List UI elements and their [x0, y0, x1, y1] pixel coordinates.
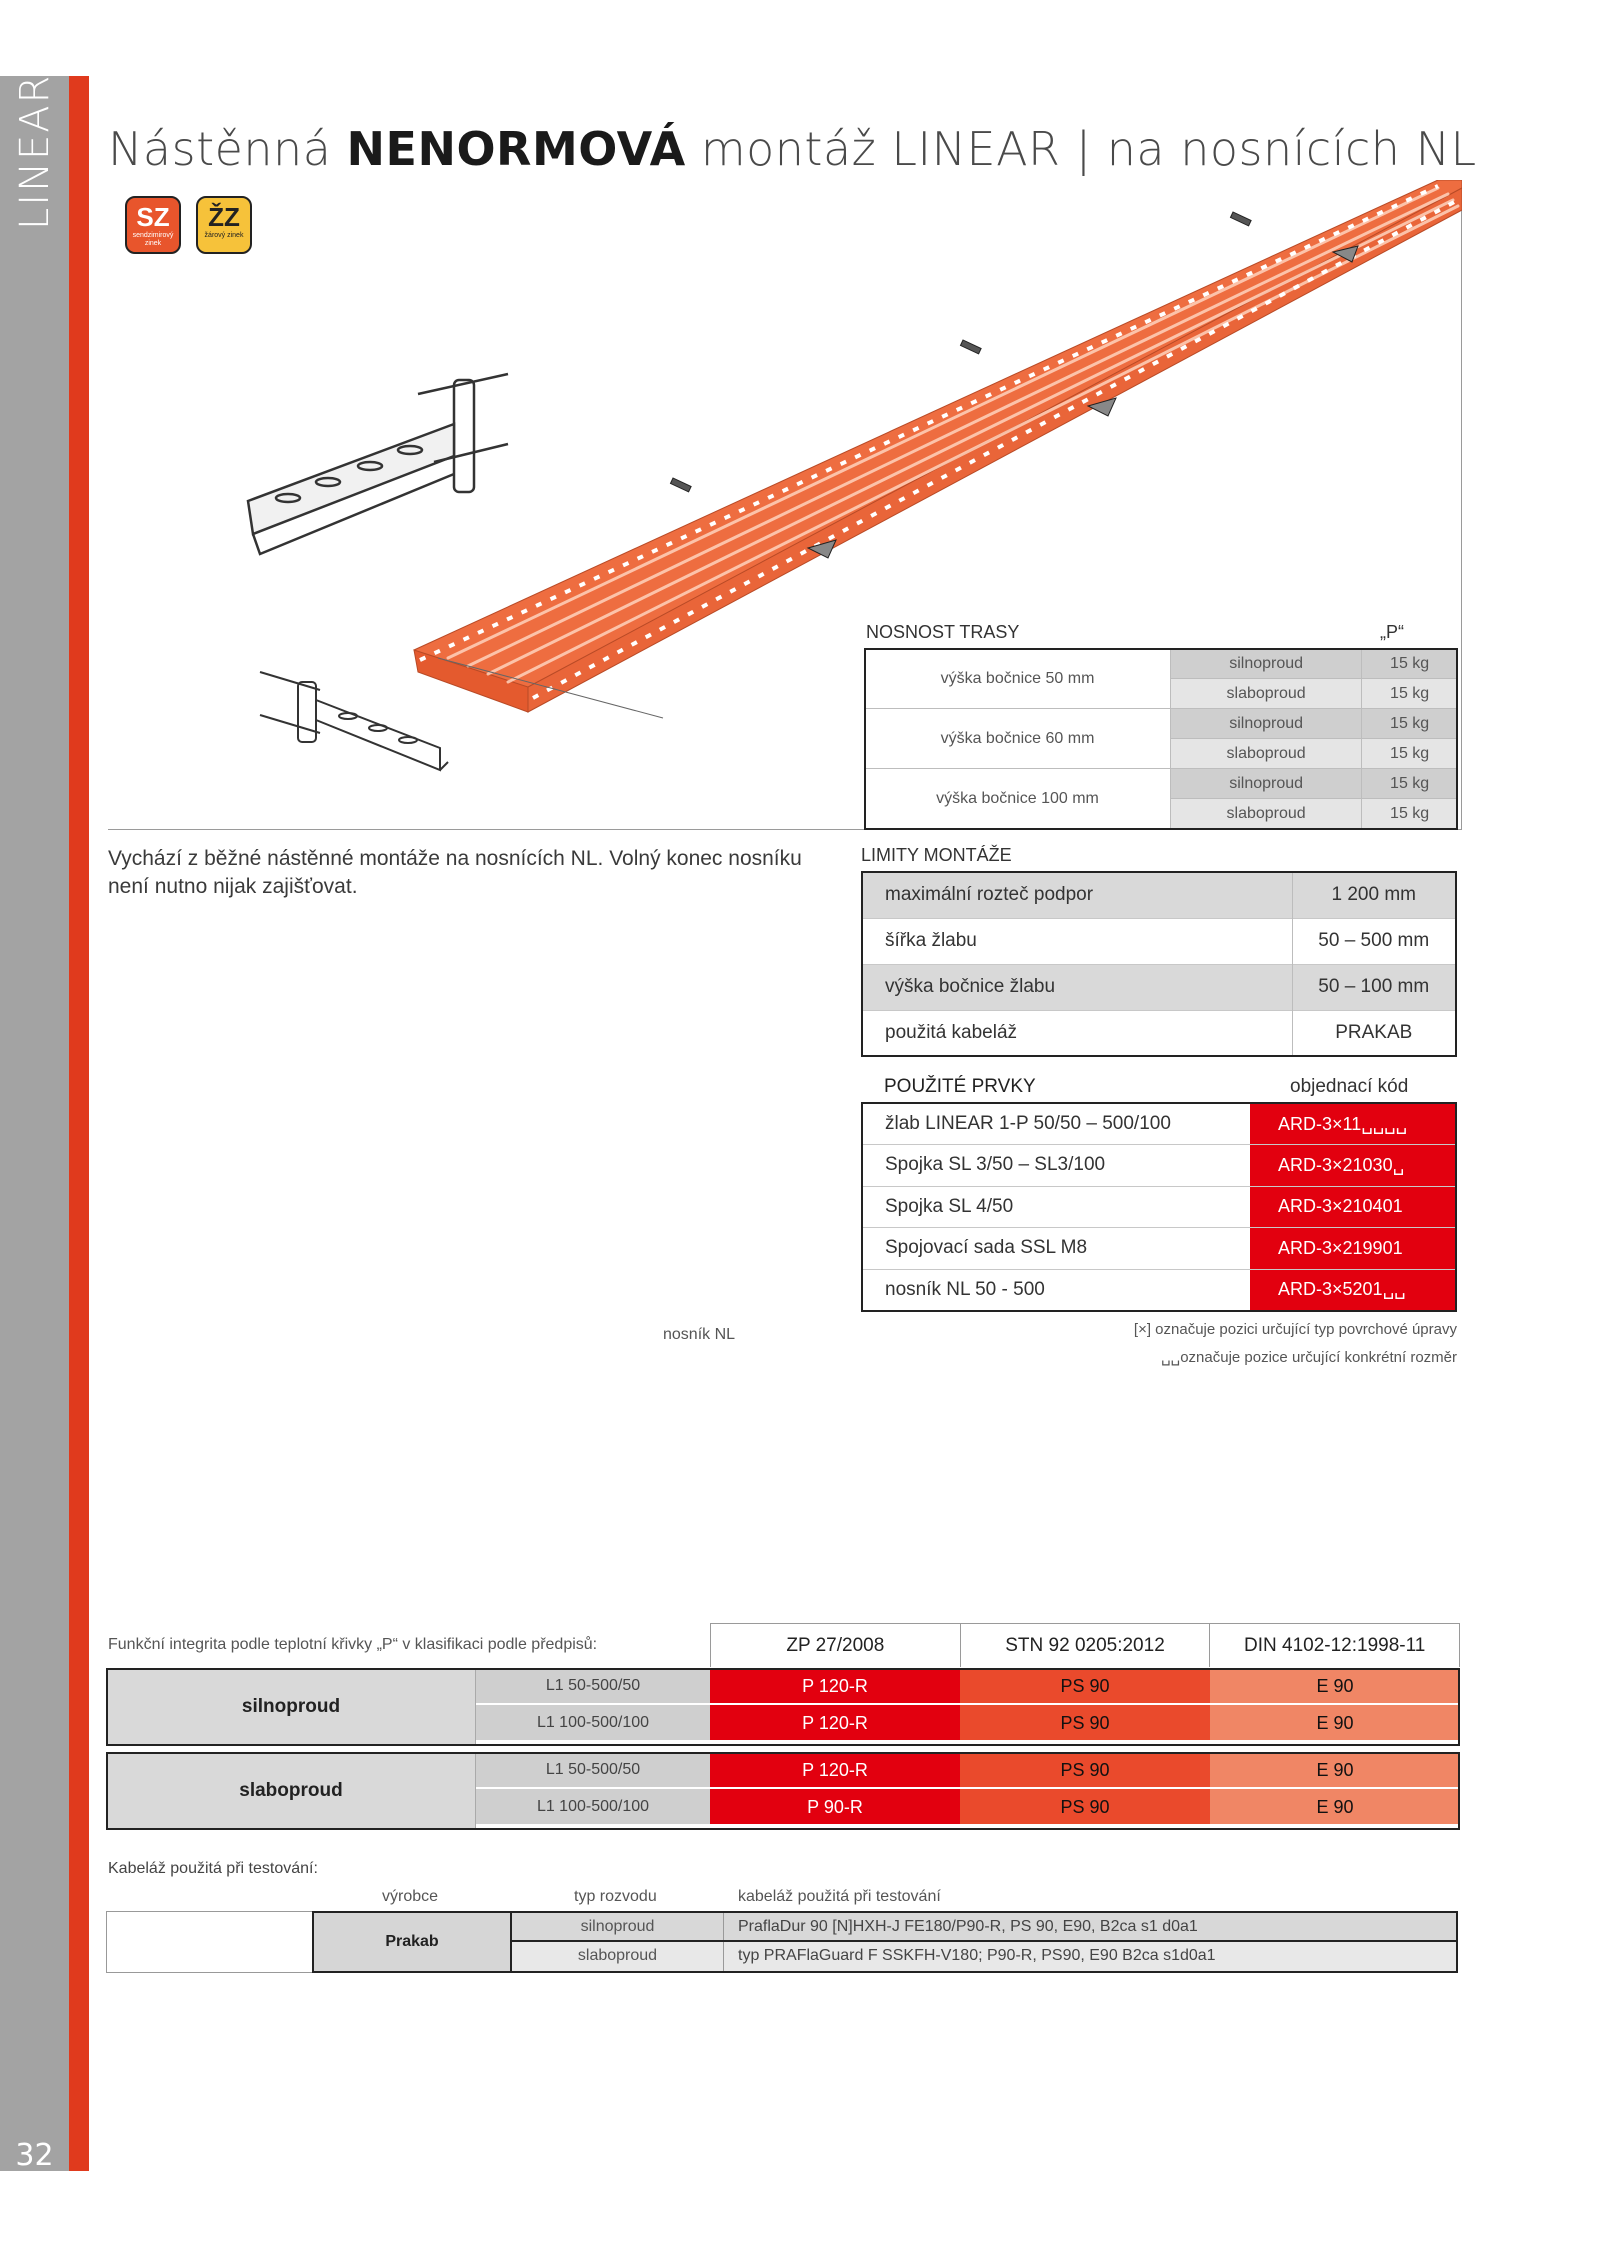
- table-row: [862, 872, 1456, 918]
- fi-value: E 90: [1210, 1668, 1460, 1704]
- section-label: [12, 184, 58, 230]
- order-code: ARD-3×219901: [1250, 1228, 1456, 1270]
- table-row: [862, 1145, 1456, 1187]
- badge-sub: žárový zinek: [204, 232, 244, 239]
- limit-label: šířka žlabu: [862, 918, 1292, 964]
- table-row: [865, 649, 1458, 679]
- limit-label: maximální rozteč podpor: [862, 872, 1292, 918]
- note-surface-code: [×] označuje pozici určující typ povrchové úpravy: [1133, 1321, 1457, 1338]
- table-row: [862, 964, 1456, 1010]
- group-label: výška bočnice 50 mm: [865, 649, 1171, 709]
- order-code: ARD-3×21030␣: [1250, 1145, 1456, 1187]
- description-text: Vychází z běžné nástěnné montáže na nosnících NL. Volný konec nosníku není nutno nijak zajišťovat.: [108, 847, 802, 898]
- fi-range: L1 50-500/50: [476, 1752, 710, 1788]
- table-row: [862, 1010, 1456, 1056]
- item-label: nosník NL 50 - 500: [862, 1269, 1250, 1311]
- kabelaz-col-typ: typ rozvodu: [574, 1888, 657, 1905]
- fi-value: PS 90: [960, 1789, 1210, 1825]
- sidebar-bar: [0, 76, 69, 2171]
- order-code: ARD-3×210401: [1250, 1186, 1456, 1228]
- title-part-1: Nástěnná: [108, 122, 347, 176]
- title-part-2: montáž LINEAR | na nosnících NL: [685, 122, 1477, 176]
- prvky-title: POUŽITÉ PRVKY: [884, 1076, 1036, 1097]
- type-cell: silnoproud: [1171, 709, 1362, 739]
- fi-value: E 90: [1210, 1789, 1460, 1825]
- table-row: [862, 918, 1456, 964]
- item-label: Spojovací sada SSL M8: [862, 1228, 1250, 1270]
- item-label: Spojka SL 4/50: [862, 1186, 1250, 1228]
- table-row: [512, 1942, 1458, 1973]
- group-label: výška bočnice 100 mm: [865, 769, 1171, 829]
- table-row: [862, 1269, 1456, 1311]
- fi-value: P 120-R: [710, 1668, 960, 1704]
- fi-range: L1 100-500/100: [476, 1705, 710, 1741]
- fi-value: PS 90: [960, 1668, 1210, 1704]
- value-cell: 15 kg: [1362, 709, 1458, 739]
- kabelaz-col-kabelaz: kabeláž použitá při testování: [738, 1888, 941, 1905]
- table-row: [865, 769, 1458, 799]
- fi-value: E 90: [1210, 1705, 1460, 1741]
- table-row: [862, 1228, 1456, 1270]
- group-label: výška bočnice 60 mm: [865, 709, 1171, 769]
- title-bold: NENORMOVÁ: [346, 122, 686, 176]
- fi-value: PS 90: [960, 1752, 1210, 1788]
- limity-title: LIMITY MONTÁŽE: [861, 845, 1012, 865]
- fi-value: P 120-R: [710, 1752, 960, 1788]
- badge-zz: [196, 196, 252, 254]
- badge-code: ŽZ: [208, 202, 240, 232]
- page-title: [108, 122, 1477, 176]
- value-cell: 15 kg: [1362, 769, 1458, 799]
- order-code: ARD-3×11␣␣␣␣: [1250, 1103, 1456, 1145]
- prvky-table: [861, 1102, 1457, 1312]
- fi-value: P 90-R: [710, 1789, 960, 1825]
- limit-value: 1 200 mm: [1292, 872, 1456, 918]
- kabelaz-caption: Kabeláž použitá při testování:: [108, 1860, 318, 1877]
- table-row: [862, 1186, 1456, 1228]
- type-cell: slaboproud: [1171, 739, 1362, 769]
- limit-value: 50 – 100 mm: [1292, 964, 1456, 1010]
- type-cell: silnoproud: [1171, 649, 1362, 679]
- callout-label: nosník NL: [663, 1326, 736, 1343]
- kabelaz-col-vyrobce: výrobce: [382, 1888, 439, 1905]
- kabelaz-type: silnoproud: [512, 1913, 724, 1940]
- nosnost-col-p: „P“: [1380, 622, 1404, 642]
- fi-block-silnoproud: [106, 1668, 1460, 1746]
- fi-range: L1 50-500/50: [476, 1668, 710, 1704]
- limit-label: použitá kabeláž: [862, 1010, 1292, 1056]
- limit-label: výška bočnice žlabu: [862, 964, 1292, 1010]
- standard-stn: STN 92 0205:2012: [961, 1624, 1211, 1667]
- fi-block-slaboproud: [106, 1752, 1460, 1830]
- value-cell: 15 kg: [1362, 649, 1458, 679]
- large-bracket-drawing: [248, 374, 508, 554]
- limit-value: 50 – 500 mm: [1292, 918, 1456, 964]
- badge-sub: sendzimirový zinek: [132, 232, 174, 247]
- kabelaz-cable: PraflaDur 90 [N]HXH-J FE180/P90-R, PS 90, E90, B2ca s1 d0a1: [738, 1918, 1198, 1935]
- type-cell: slaboproud: [1171, 799, 1362, 829]
- limity-table: [861, 871, 1457, 1057]
- value-cell: 15 kg: [1362, 799, 1458, 829]
- table-row: [865, 709, 1458, 739]
- badge-sz: [125, 196, 181, 254]
- type-cell: slaboproud: [1171, 679, 1362, 709]
- fi-value: E 90: [1210, 1752, 1460, 1788]
- sidebar-accent-bar: [69, 76, 89, 2171]
- type-cell: silnoproud: [1171, 769, 1362, 799]
- value-cell: 15 kg: [1362, 739, 1458, 769]
- small-bracket-drawing: [260, 672, 448, 770]
- order-code: ARD-3×5201␣␣: [1250, 1269, 1456, 1311]
- table-row: [512, 1911, 1458, 1942]
- kabelaz-type: slaboproud: [512, 1942, 724, 1971]
- limit-value: PRAKAB: [1292, 1010, 1456, 1056]
- page-number: 32: [15, 2138, 54, 2173]
- fi-standards-header: [710, 1623, 1460, 1667]
- note-dimension-code: ␣␣označuje pozice určující konkrétní rozměr: [1161, 1349, 1457, 1366]
- standard-din: DIN 4102-12:1998-11: [1244, 1635, 1426, 1656]
- standard-zp: ZP 27/2008: [711, 1624, 961, 1667]
- fi-value: PS 90: [960, 1705, 1210, 1741]
- prvky-code-title: objednací kód: [1290, 1076, 1409, 1097]
- nosnost-table: [864, 648, 1458, 829]
- nosnost-header: [866, 622, 1462, 643]
- item-label: žlab LINEAR 1-P 50/50 – 500/100: [862, 1103, 1250, 1145]
- fi-block-label: slaboproud: [106, 1752, 476, 1830]
- badge-code: SZ: [136, 202, 170, 232]
- fi-value: P 120-R: [710, 1705, 960, 1741]
- table-row: [862, 1103, 1456, 1145]
- fi-range: L1 100-500/100: [476, 1789, 710, 1825]
- fi-block-label: silnoproud: [106, 1668, 476, 1746]
- value-cell: 15 kg: [1362, 679, 1458, 709]
- kabelaz-manufacturer: Prakab: [312, 1911, 512, 1973]
- nosnost-title: NOSNOST TRASY: [866, 622, 1020, 642]
- item-label: Spojka SL 3/50 – SL3/100: [862, 1145, 1250, 1187]
- fi-caption: Funkční integrita podle teplotní křivky „P“ v klasifikaci podle předpisů:: [108, 1636, 598, 1653]
- kabelaz-cable: typ PRAFlaGuard F SSKFH-V180; P90-R, PS90, E90 B2ca s1d0a1: [738, 1947, 1216, 1964]
